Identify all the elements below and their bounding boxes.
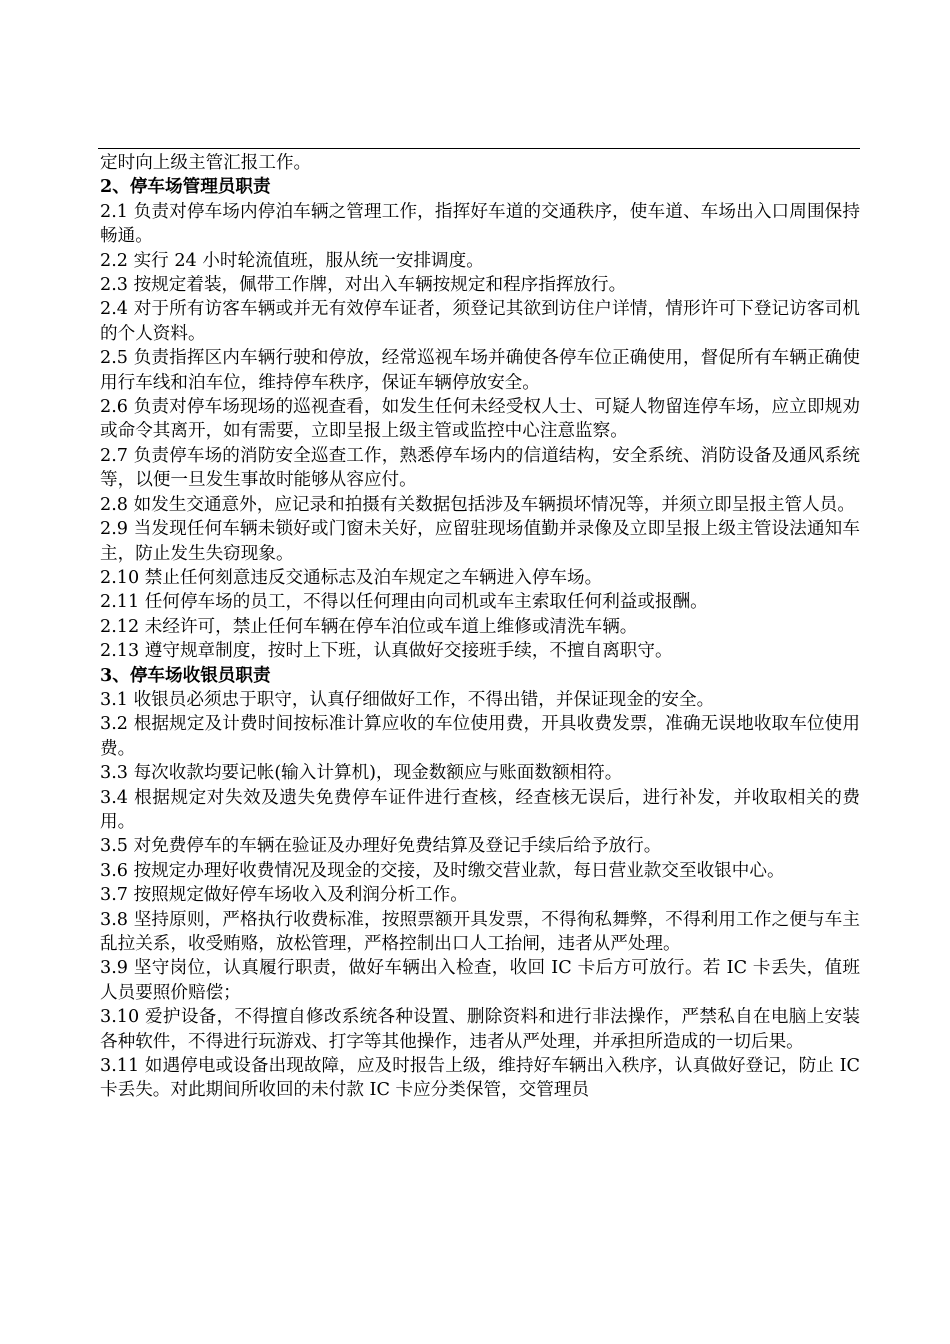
- section-heading: 3、停车场收银员职责: [100, 664, 271, 686]
- paragraph: 3.5 对免费停车的车辆在验证及办理好免费结算及登记手续后给予放行。: [100, 836, 662, 857]
- section-heading: 2、停车场管理员职责: [100, 176, 271, 198]
- paragraph: 3.9 坚守岗位，认真履行职责，做好车辆出入检查，收回 IC 卡后方可放行。若 IC 卡丢失，值班人员要照价赔偿；: [100, 958, 860, 1003]
- paragraph: 3.1 收银员必须忠于职守，认真仔细做好工作，不得出错，并保证现金的安全。: [100, 689, 715, 710]
- paragraph: 3.8 坚持原则，严格执行收费标准，按照票额开具发票，不得徇私舞弊，不得利用工作之便与车主乱拉关系，收受贿赂，放松管理，严格控制出口人工抬闸，违者从严处理。: [100, 909, 860, 954]
- paragraph: 3.3 每次收款均要记帐(输入计算机)，现金数额应与账面数额相符。: [100, 763, 623, 784]
- paragraph: 2.2 实行 24 小时轮流值班，服从统一安排调度。: [100, 250, 484, 271]
- paragraph: 2.13 遵守规章制度，按时上下班，认真做好交接班手续，不擅自离职守。: [100, 641, 673, 662]
- paragraph: 2.6 负责对停车场现场的巡视查看，如发生任何未经受权人士、可疑人物留连停车场，应立即规劝或命令其离开，如有需要，立即呈报上级主管或监控中心注意监察。: [100, 397, 860, 442]
- paragraph: 3.10 爱护设备，不得擅自修改系统各种设置、删除资料和进行非法操作，严禁私自在电脑上安装各种软件，不得进行玩游戏、打字等其他操作，违者从严处理，并承担所造成的一切后果。: [100, 1007, 860, 1052]
- paragraph: 3.2 根据规定及计费时间按标准计算应收的车位使用费，开具收费发票，准确无误地收取车位使用费。: [100, 714, 860, 759]
- paragraph: 3.6 按规定办理好收费情况及现金的交接，及时缴交营业款，每日营业款交至收银中心。: [100, 860, 785, 881]
- paragraph: 2.11 任何停车场的员工，不得以任何理由向司机或车主索取任何利益或报酬。: [100, 592, 708, 613]
- paragraph: 3.4 根据规定对失效及遗失免费停车证件进行查核，经查核无误后，进行补发，并收取相关的费用。: [100, 787, 860, 832]
- paragraph: 2.1 负责对停车场内停泊车辆之管理工作，指挥好车道的交通秩序，使车道、车场出入口周围保持畅通。: [100, 201, 860, 247]
- paragraph: 2.4 对于所有访客车辆或并无有效停车证者，须登记其欲到访住户详情，情形许可下登记访客司机的个人资料。: [100, 299, 860, 344]
- paragraph: 2.12 未经许可，禁止任何车辆在停车泊位或车道上维修或清洗车辆。: [100, 616, 638, 637]
- paragraph: 2.7 负责停车场的消防安全巡查工作，熟悉停车场内的信道结构，安全系统、消防设备及通风系统等，以便一旦发生事故时能够从容应付。: [100, 445, 860, 491]
- paragraph: 2.8 如发生交通意外，应记录和拍摄有关数据包括涉及车辆损坏情况等，并须立即呈报主管人员。: [100, 494, 855, 515]
- paragraph: 2.5 负责指挥区内车辆行驶和停放，经常巡视车场并确使各停车位正确使用，督促所有车辆正确使用行车线和泊车位，维持停车秩序，保证车辆停放安全。: [100, 348, 860, 393]
- paragraph: 2.3 按规定着装，佩带工作牌，对出入车辆按规定和程序指挥放行。: [100, 275, 627, 296]
- paragraph: 3.7 按照规定做好停车场收入及利润分析工作。: [100, 885, 468, 906]
- document-body: [100, 151, 860, 1103]
- paragraph: 2.9 当发现任何车辆未锁好或门窗未关好，应留驻现场值勤并录像及立即呈报上级主管设法通知车主，防止发生失窃现象。: [100, 519, 860, 564]
- header-rule: [98, 148, 860, 149]
- paragraph: 2.10 禁止任何刻意违反交通标志及泊车规定之车辆进入停车场。: [100, 567, 603, 588]
- paragraph: 定时向上级主管汇报工作。: [100, 153, 312, 173]
- paragraph: 3.11 如遇停电或设备出现故障，应及时报告上级，维持好车辆出入秩序，认真做好登记，防止 IC 卡丢失。对此期间所收回的未付款 IC 卡应分类保管，交管理员: [100, 1056, 860, 1101]
